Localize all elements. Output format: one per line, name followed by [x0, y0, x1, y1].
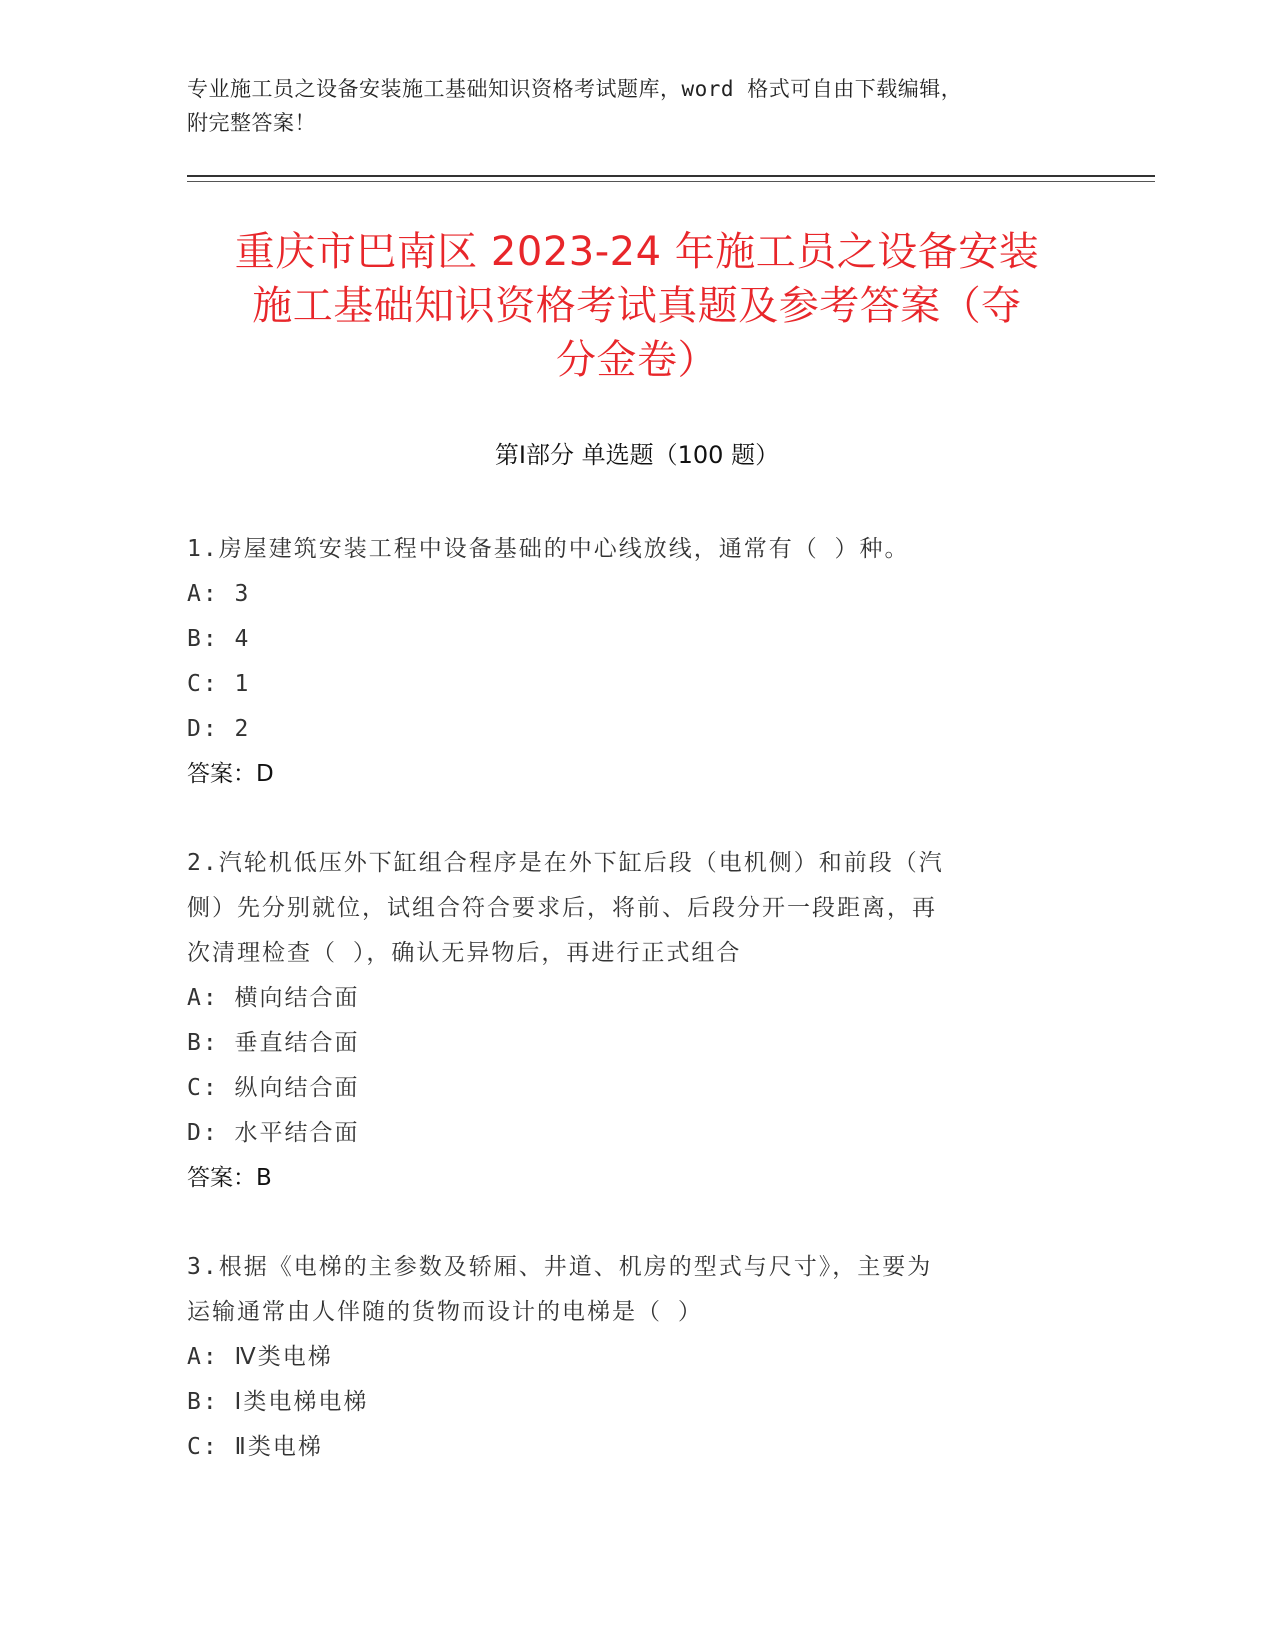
question-stem: 3.根据《电梯的主参数及轿厢、井道、机房的型式与尺寸》，主要为 [187, 1254, 933, 1280]
question-list [187, 527, 1067, 1514]
header-divider-thick [187, 175, 1155, 177]
question-stem: 侧）先分别就位，试组合符合要求后，将前、后段分开一段距离，再 [187, 895, 937, 921]
option-c: C: 1 [187, 671, 251, 697]
question-stem: 运输通常由人伴随的货物而设计的电梯是（ ） [187, 1299, 703, 1325]
header-divider-thin [187, 181, 1155, 182]
question-stem: 2.汽轮机低压外下缸组合程序是在外下缸后段（电机侧）和前段（汽 [187, 850, 944, 876]
option-a: A: 横向结合面 [187, 985, 360, 1011]
option-c: C: Ⅱ类电梯 [187, 1434, 323, 1460]
option-c: C: 纵向结合面 [187, 1075, 360, 1101]
question-3 [187, 1245, 1067, 1470]
option-b: B: 垂直结合面 [187, 1030, 360, 1056]
option-d: D: 2 [187, 716, 251, 742]
header-note-line: 专业施工员之设备安装施工基础知识资格考试题库，word 格式可自由下载编辑， [187, 77, 963, 101]
answer: 答案：D [187, 761, 274, 787]
title-line: 分金卷） [556, 337, 718, 383]
title-line: 施工基础知识资格考试真题及参考答案（夺 [252, 283, 1022, 329]
section-title: 第Ⅰ部分 单选题（100 题） [494, 441, 780, 469]
option-d: D: 水平结合面 [187, 1120, 360, 1146]
option-b: B: Ⅰ类电梯电梯 [187, 1389, 369, 1415]
option-b: B: 4 [187, 626, 251, 652]
option-a: A: 3 [187, 581, 251, 607]
header-note [187, 72, 1067, 140]
question-stem: 次清理检查（ ），确认无异物后，再进行正式组合 [187, 940, 742, 966]
question-stem: 1.房屋建筑安装工程中设备基础的中心线放线，通常有（ ）种。 [187, 536, 910, 562]
title-line: 重庆市巴南区 2023-24 年施工员之设备安装 [234, 229, 1040, 275]
document-title [187, 225, 1087, 387]
question-2 [187, 841, 1067, 1201]
header-note-line: 附完整答案！ [187, 111, 316, 135]
answer: 答案：B [187, 1165, 272, 1191]
option-a: A: Ⅳ类电梯 [187, 1344, 333, 1370]
question-1 [187, 527, 1067, 797]
